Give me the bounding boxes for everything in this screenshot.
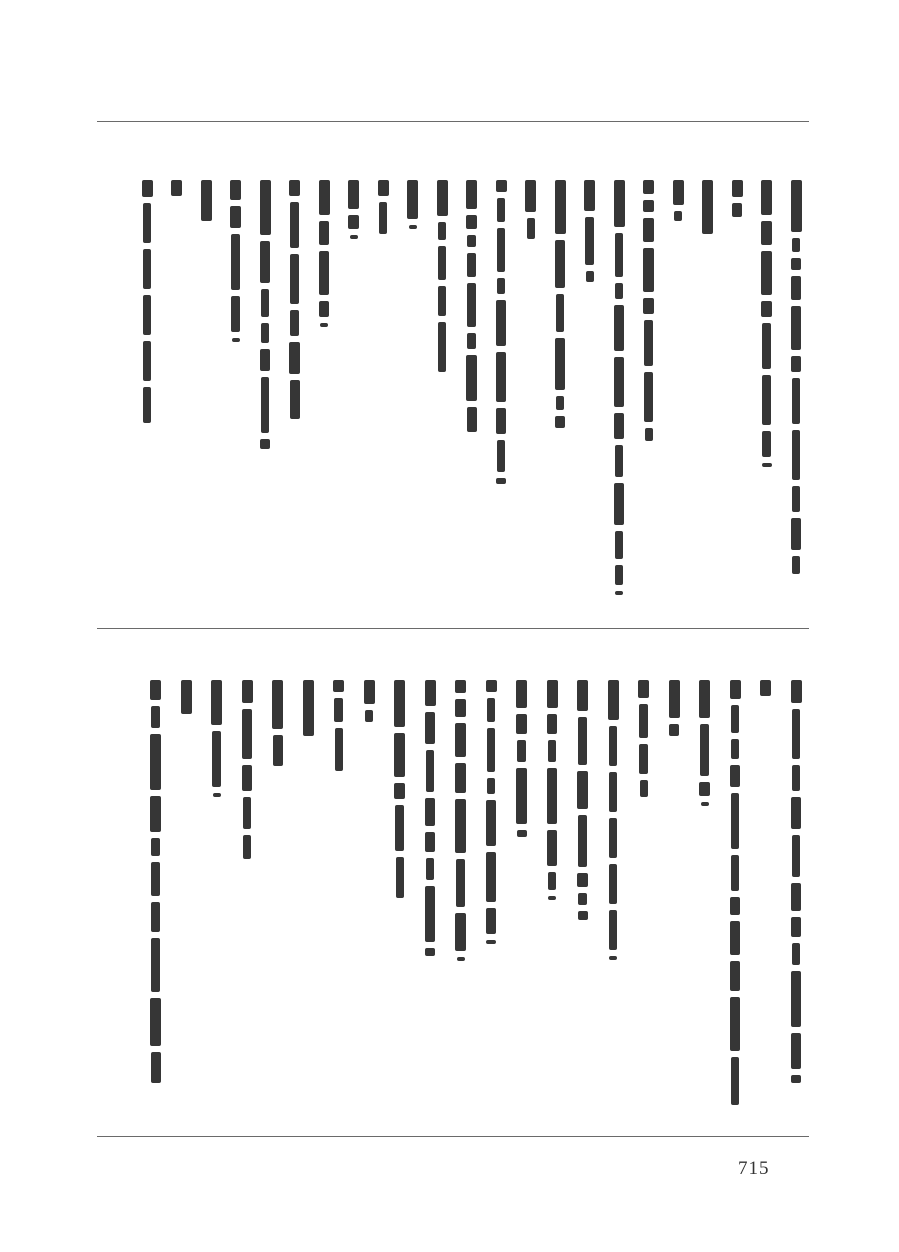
script-word xyxy=(792,238,800,252)
script-word xyxy=(527,218,535,239)
script-word xyxy=(609,864,617,904)
script-word xyxy=(171,180,182,196)
script-word xyxy=(150,796,161,832)
script-word xyxy=(289,180,300,196)
script-word xyxy=(438,246,446,280)
script-column xyxy=(374,180,392,240)
script-word xyxy=(151,706,160,728)
script-word xyxy=(425,798,435,826)
script-word xyxy=(762,431,771,457)
script-word xyxy=(615,233,623,277)
script-word xyxy=(212,731,221,787)
script-word xyxy=(614,305,624,351)
script-word xyxy=(394,783,405,799)
script-word xyxy=(379,202,387,234)
script-word xyxy=(143,295,151,335)
script-word xyxy=(260,241,270,283)
script-word xyxy=(669,680,680,718)
script-word xyxy=(614,483,624,525)
script-word xyxy=(260,349,270,371)
script-word xyxy=(615,531,623,559)
script-word xyxy=(467,333,476,349)
script-word xyxy=(699,680,710,718)
script-word xyxy=(425,712,435,744)
script-word xyxy=(547,680,558,708)
script-word xyxy=(150,734,161,790)
script-word xyxy=(466,215,477,229)
script-word xyxy=(243,835,251,859)
script-word xyxy=(578,911,588,920)
script-word xyxy=(394,680,405,727)
script-word xyxy=(242,765,252,791)
script-word xyxy=(548,872,556,890)
script-word xyxy=(556,396,564,410)
script-word xyxy=(548,740,556,762)
script-word xyxy=(760,680,771,696)
script-word xyxy=(516,680,527,708)
script-column xyxy=(635,680,653,803)
script-word xyxy=(319,251,329,295)
script-word xyxy=(320,323,328,327)
script-word xyxy=(409,225,417,229)
script-word xyxy=(547,830,557,866)
script-word xyxy=(455,763,466,793)
script-column xyxy=(421,680,439,962)
script-column xyxy=(787,680,805,1089)
script-word xyxy=(644,372,653,422)
script-word xyxy=(791,680,802,703)
script-word xyxy=(272,680,283,729)
script-word xyxy=(699,782,710,796)
script-word xyxy=(457,957,465,961)
script-word xyxy=(792,765,800,791)
script-word xyxy=(497,228,505,272)
script-word xyxy=(792,486,800,512)
script-word xyxy=(231,234,240,290)
script-word xyxy=(486,852,496,902)
script-column xyxy=(345,180,363,245)
script-word xyxy=(143,387,151,423)
script-column xyxy=(482,680,500,950)
script-word xyxy=(364,680,375,704)
script-word xyxy=(791,797,801,829)
script-word xyxy=(425,948,435,956)
script-word xyxy=(730,765,740,787)
script-word xyxy=(792,430,800,480)
script-word xyxy=(303,680,314,736)
script-column xyxy=(728,180,746,223)
script-column xyxy=(315,180,333,333)
script-word xyxy=(143,249,151,289)
script-word xyxy=(791,917,801,937)
script-word xyxy=(455,913,466,951)
script-word xyxy=(319,221,329,245)
script-column xyxy=(522,180,540,245)
script-word xyxy=(644,320,653,366)
script-word xyxy=(640,780,648,797)
script-word xyxy=(467,235,476,247)
script-column xyxy=(208,680,226,803)
script-word xyxy=(615,445,623,477)
script-word xyxy=(260,439,270,449)
script-word xyxy=(425,832,435,852)
script-word xyxy=(486,680,497,692)
script-word xyxy=(643,180,654,194)
script-word xyxy=(614,413,624,439)
script-word xyxy=(586,271,594,282)
script-word xyxy=(273,735,283,766)
script-word xyxy=(497,440,505,472)
script-word xyxy=(455,680,466,693)
script-word xyxy=(242,680,253,703)
script-column xyxy=(726,680,744,1111)
script-word xyxy=(730,961,740,991)
script-column xyxy=(551,180,569,434)
script-word xyxy=(548,896,556,900)
script-word xyxy=(791,356,801,372)
script-word xyxy=(731,855,739,891)
script-word xyxy=(761,221,772,245)
script-word xyxy=(348,180,359,209)
script-word xyxy=(547,768,557,824)
script-word xyxy=(578,815,587,867)
script-column xyxy=(238,680,256,865)
script-column xyxy=(138,180,156,429)
script-column xyxy=(197,180,215,227)
script-word xyxy=(142,180,153,197)
script-word xyxy=(547,714,557,734)
script-column xyxy=(269,680,287,772)
script-word xyxy=(261,323,269,343)
script-word xyxy=(143,341,151,381)
script-word xyxy=(761,251,772,295)
script-word xyxy=(608,680,619,720)
script-word xyxy=(669,724,679,736)
script-word xyxy=(438,322,446,372)
script-word xyxy=(455,799,466,853)
script-word xyxy=(151,938,160,992)
script-word xyxy=(467,283,476,327)
script-word xyxy=(181,680,192,714)
script-word xyxy=(639,704,648,738)
top-rule xyxy=(97,121,809,122)
script-word xyxy=(456,859,465,907)
script-column xyxy=(492,180,510,490)
script-word xyxy=(731,705,739,733)
script-word xyxy=(395,805,404,851)
script-word xyxy=(335,728,343,771)
script-word xyxy=(791,258,801,270)
script-word xyxy=(260,180,271,235)
script-word xyxy=(426,858,434,880)
script-word xyxy=(467,253,476,277)
script-word xyxy=(232,338,240,342)
script-word xyxy=(730,680,741,699)
script-word xyxy=(151,902,160,932)
script-word xyxy=(319,301,329,317)
script-word xyxy=(394,733,405,777)
script-word xyxy=(791,883,801,911)
script-word xyxy=(213,793,221,797)
script-column xyxy=(513,680,531,843)
script-column xyxy=(640,180,658,447)
script-word xyxy=(496,180,507,192)
script-word xyxy=(643,200,654,212)
script-word xyxy=(365,710,373,722)
script-column xyxy=(168,180,186,202)
script-word xyxy=(151,1052,161,1083)
script-word xyxy=(731,793,739,849)
script-word xyxy=(731,1057,739,1105)
script-word xyxy=(516,714,527,734)
script-word xyxy=(426,750,434,792)
script-word xyxy=(761,301,772,317)
script-word xyxy=(645,428,653,441)
script-word xyxy=(350,235,358,239)
script-word xyxy=(730,921,740,955)
script-word xyxy=(496,478,506,484)
script-word xyxy=(609,818,617,858)
script-word xyxy=(261,377,269,433)
script-word xyxy=(791,180,802,232)
script-column xyxy=(669,180,687,227)
script-word xyxy=(211,680,222,725)
script-word xyxy=(230,206,241,228)
script-word xyxy=(517,740,526,762)
script-column xyxy=(330,680,348,777)
bottom-script-columns xyxy=(97,680,809,1130)
script-column xyxy=(699,180,717,240)
script-word xyxy=(791,1075,801,1083)
script-column xyxy=(757,680,775,702)
script-word xyxy=(516,768,527,824)
script-column xyxy=(286,180,304,425)
script-column xyxy=(452,680,470,967)
script-word xyxy=(396,857,404,898)
script-word xyxy=(701,802,709,806)
script-word xyxy=(497,278,505,294)
script-word xyxy=(348,215,359,229)
script-word xyxy=(455,699,466,717)
script-word xyxy=(290,254,299,304)
script-word xyxy=(496,408,506,434)
script-word xyxy=(615,565,623,585)
script-column xyxy=(433,180,451,378)
script-word xyxy=(577,771,588,809)
script-word xyxy=(334,698,343,722)
top-script-columns xyxy=(97,180,809,620)
script-word xyxy=(584,180,595,211)
script-word xyxy=(578,893,587,905)
script-word xyxy=(378,180,389,196)
script-word xyxy=(438,222,446,240)
script-column xyxy=(543,680,561,906)
script-word xyxy=(615,283,623,299)
script-word xyxy=(762,323,771,369)
script-word xyxy=(466,355,477,401)
script-word xyxy=(791,1033,801,1069)
script-word xyxy=(425,886,435,942)
script-word xyxy=(242,709,252,759)
script-word xyxy=(673,180,684,205)
bottom-rule xyxy=(97,1136,809,1137)
script-word xyxy=(151,862,160,896)
script-word xyxy=(643,218,654,242)
script-word xyxy=(638,680,649,698)
script-word xyxy=(609,772,617,812)
script-word xyxy=(467,407,477,432)
script-word xyxy=(791,306,801,350)
script-word xyxy=(639,744,648,774)
script-word xyxy=(761,180,772,215)
script-word xyxy=(230,180,241,200)
script-word xyxy=(674,211,682,221)
script-column xyxy=(391,680,409,904)
script-word xyxy=(762,375,771,425)
script-word xyxy=(615,591,623,595)
script-column xyxy=(581,180,599,288)
bottom-text-block xyxy=(97,680,809,1130)
script-word xyxy=(643,298,654,314)
script-word xyxy=(700,724,709,776)
script-word xyxy=(792,835,800,877)
script-word xyxy=(732,203,742,217)
script-word xyxy=(290,380,300,419)
script-word xyxy=(792,943,800,965)
script-word xyxy=(585,217,594,265)
script-word xyxy=(333,680,344,692)
top-text-block xyxy=(97,180,809,620)
script-word xyxy=(261,289,269,317)
script-word xyxy=(425,680,436,706)
script-word xyxy=(556,294,564,332)
script-column xyxy=(696,680,714,812)
script-column xyxy=(610,180,628,601)
script-word xyxy=(702,180,713,234)
script-word xyxy=(290,202,299,248)
script-word xyxy=(792,556,800,574)
script-word xyxy=(792,709,800,759)
script-word xyxy=(555,338,565,390)
script-word xyxy=(791,971,801,1027)
script-word xyxy=(143,203,151,243)
script-word xyxy=(555,180,566,234)
script-column xyxy=(360,680,378,728)
script-word xyxy=(438,286,446,316)
script-word xyxy=(577,873,588,887)
script-word xyxy=(609,956,617,960)
script-word xyxy=(609,910,617,950)
script-column xyxy=(404,180,422,235)
script-word xyxy=(730,997,740,1051)
script-column xyxy=(604,680,622,966)
script-word xyxy=(525,180,536,212)
script-word xyxy=(555,416,565,428)
script-column xyxy=(758,180,776,473)
script-column xyxy=(177,680,195,720)
script-word xyxy=(243,797,251,829)
script-word xyxy=(455,723,466,757)
script-word xyxy=(319,180,330,215)
script-column xyxy=(227,180,245,348)
script-word xyxy=(289,342,300,374)
script-word xyxy=(466,180,477,209)
script-word xyxy=(487,728,495,772)
script-column xyxy=(574,680,592,926)
script-word xyxy=(555,240,565,288)
script-word xyxy=(762,463,772,467)
script-word xyxy=(496,300,506,346)
script-word xyxy=(732,180,743,197)
script-word xyxy=(437,180,448,216)
script-word xyxy=(614,180,625,227)
script-column xyxy=(147,680,165,1089)
script-word xyxy=(150,998,161,1046)
script-column xyxy=(665,680,683,742)
script-word xyxy=(290,310,299,336)
script-word xyxy=(643,248,654,292)
script-word xyxy=(791,276,801,300)
script-word xyxy=(486,940,496,944)
script-word xyxy=(486,800,496,846)
script-word xyxy=(792,378,800,424)
script-word xyxy=(150,680,161,700)
middle-rule xyxy=(97,628,809,629)
script-word xyxy=(791,518,801,550)
script-word xyxy=(487,698,495,722)
script-word xyxy=(201,180,212,221)
script-word xyxy=(151,838,160,856)
script-column xyxy=(787,180,805,580)
script-column xyxy=(256,180,274,455)
script-word xyxy=(487,778,495,794)
script-word xyxy=(730,897,740,915)
script-word xyxy=(609,726,617,766)
script-word xyxy=(486,908,496,934)
script-word xyxy=(577,680,588,711)
script-word xyxy=(517,830,527,837)
page-number: 715 xyxy=(738,1158,770,1179)
script-word xyxy=(497,198,505,222)
script-column xyxy=(463,180,481,438)
script-word xyxy=(578,717,587,765)
script-word xyxy=(496,352,506,402)
script-word xyxy=(407,180,418,219)
script-word xyxy=(614,357,624,407)
script-word xyxy=(731,739,739,759)
script-word xyxy=(231,296,240,332)
script-column xyxy=(299,680,317,742)
